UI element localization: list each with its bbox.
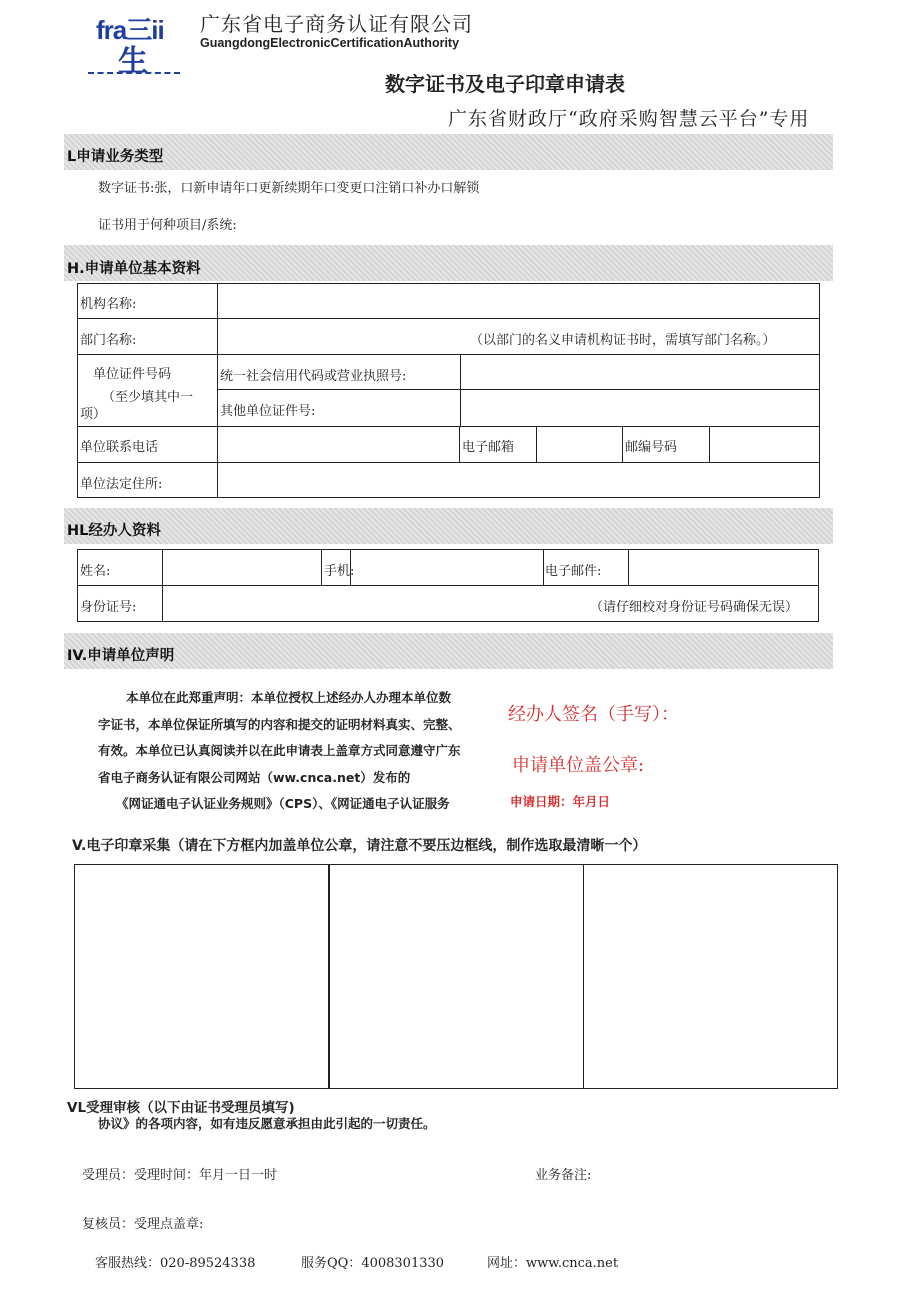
seal-box-2[interactable]	[329, 864, 584, 1089]
agent-signature-label[interactable]: 经办人签名（手写）：	[508, 704, 679, 725]
company-logo	[96, 8, 186, 78]
section-3-header	[64, 508, 833, 544]
dept-name-label: 部门名称:	[80, 333, 137, 348]
org-id-label-note: （至少填其中一	[102, 390, 194, 405]
postcode-label: 邮编号码	[625, 440, 678, 455]
form-title: 数字证书及电子印章申请表	[385, 72, 625, 96]
declaration-line: 本单位在此郑重声明：本单位授权上述经办人办理本单位数	[126, 690, 452, 705]
credit-code-input[interactable]	[465, 359, 813, 385]
cert-usage-field[interactable]: 证书用于何种项目/系统:	[98, 218, 237, 233]
section-3-title: HL经办人资料	[67, 523, 161, 539]
website-link[interactable]: 网址：www.cnca.net	[487, 1256, 619, 1271]
agent-name-input[interactable]	[167, 553, 317, 581]
org-name-label: 机构名称:	[80, 297, 137, 312]
declaration-text	[98, 685, 461, 818]
declaration-line: 有效。本单位已认真阅读并以在此申请表上盖章方式同意遵守广东	[98, 743, 461, 758]
section-6-title: VL受理审核（以下由证书受理员填写)	[67, 1100, 295, 1116]
logo-underline	[88, 72, 180, 77]
agent-email-input[interactable]	[633, 553, 813, 581]
business-note-label[interactable]: 业务备注:	[535, 1168, 592, 1183]
declaration-line: 《网证通电子认证业务规则》（CPS）、《网证通电子认证服务	[116, 796, 450, 811]
cert-type-options[interactable]: 数字证书:张，口新申请年口更新续期年口变更口注销口补办口解锁	[98, 181, 480, 196]
other-id-label: 其他单位证件号:	[220, 404, 316, 419]
logo-text-bottom: 生	[118, 45, 148, 78]
seal-box-1[interactable]	[74, 864, 329, 1089]
section-1-header	[64, 134, 833, 170]
dept-name-note: （以部门的名义申请机构证书时，需填写部门名称。）	[470, 333, 776, 348]
agent-mobile-input[interactable]	[355, 553, 539, 581]
acceptor-line[interactable]: 受理员：受理时间：年月一日一时	[82, 1168, 278, 1183]
company-name-cn: 广东省电子商务认证有限公司	[200, 12, 473, 36]
agent-idno-note: （请仔细校对身份证号码确保无误）	[590, 600, 799, 615]
org-seal-label[interactable]: 申请单位盖公章:	[512, 755, 645, 776]
credit-code-label: 统一社会信用代码或营业执照号:	[220, 369, 407, 384]
application-date-label[interactable]: 申请日期：年月日	[510, 794, 611, 809]
agent-email-label: 电子邮件:	[545, 564, 602, 579]
logo-text-top: fra三ii	[96, 15, 164, 45]
company-name-en: GuangdongElectronicCertificationAuthority	[200, 36, 460, 50]
reviewer-line[interactable]: 复核员：受理点盖章:	[82, 1217, 204, 1232]
org-address-input[interactable]	[222, 466, 812, 494]
section-2-title: H.申请单位基本资料	[67, 261, 201, 277]
section-5-title: V.电子印章采集（请在下方框内加盖单位公章，请注意不要压边框线，制作选取最清晰一个）	[72, 838, 647, 854]
org-id-label-note-end: 项）	[80, 407, 107, 422]
declaration-line: 字证书，本单位保证所填写的内容和提交的证明材料真实、完整、	[98, 716, 461, 732]
section-4-title: IV.申请单位声明	[67, 648, 175, 664]
org-phone-label: 单位联系电话	[80, 440, 159, 455]
org-address-label: 单位法定住所:	[80, 477, 163, 492]
org-info-table	[77, 283, 820, 497]
customer-hotline: 客服热线：020-89524338	[95, 1256, 256, 1271]
org-id-label: 单位证件号码	[93, 367, 172, 382]
agent-name-label: 姓名:	[80, 564, 111, 579]
declaration-line: 省电子商务认证有限公司网站（ww.cnca.net）发布的	[98, 769, 411, 785]
service-qq: 服务QQ：4008301330	[301, 1256, 445, 1271]
section-2-header	[64, 245, 833, 281]
org-email-label: 电子邮箱	[462, 440, 515, 455]
form-subtitle: 广东省财政厅“政府采购智慧云平台”专用	[448, 108, 810, 130]
other-id-input[interactable]	[465, 394, 813, 422]
declaration-continuation: 协议》的各项内容，如有违反愿意承担由此引起的一切责任。	[98, 1116, 436, 1131]
section-4-header	[64, 633, 833, 669]
section-1-title: L申请业务类型	[67, 149, 164, 165]
org-name-input[interactable]	[222, 287, 812, 315]
agent-idno-label: 身份证号:	[80, 600, 137, 615]
agent-info-table	[77, 549, 819, 622]
seal-box-3[interactable]	[583, 864, 838, 1089]
agent-mobile-label: 手机:	[324, 564, 355, 579]
